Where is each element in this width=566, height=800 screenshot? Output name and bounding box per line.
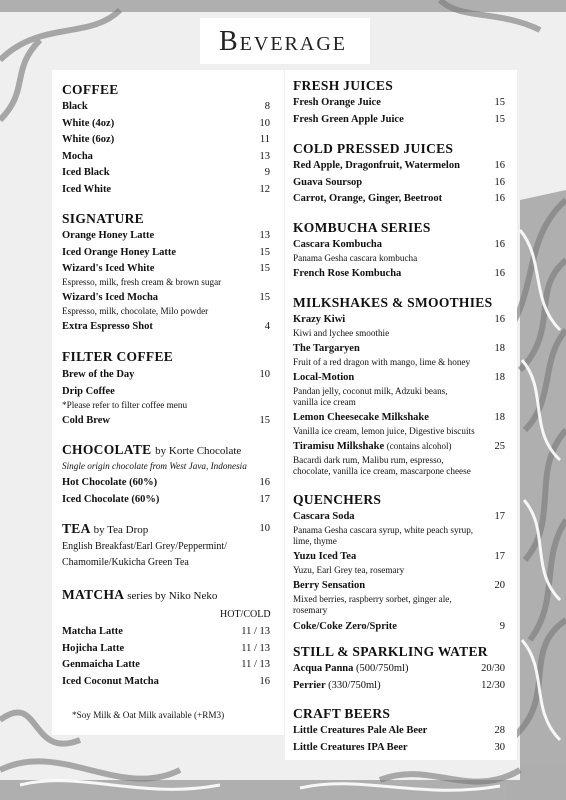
menu-item-price: 13 [259,230,270,241]
menu-item-name: Iced Orange Honey Latte [62,247,177,258]
menu-item-name [293,680,381,691]
menu-item-description: Yuzu, Earl Grey tea, rosemary [293,565,405,575]
menu-item-price: 17 [494,551,505,562]
menu-item-price: 15 [259,292,270,303]
menu-item-description: rosemary [293,605,328,615]
menu-item-price: 16 [494,177,505,188]
menu-item-name: Carrot, Orange, Ginger, Beetroot [293,193,443,204]
menu-item-name: Matcha Latte [62,626,123,637]
menu-item-name: Lemon Cheesecake Milkshake [293,412,429,423]
menu-item-name: Mocha [62,151,93,162]
menu-item-name: Iced White [62,184,112,195]
menu-item-description: Panama Gesha cascara kombucha [293,253,418,263]
menu-item-description: Kiwi and lychee smoothie [293,328,390,338]
menu-item-price: 15 [259,247,270,258]
menu-item-price: 16 [494,193,505,204]
menu-item-price: 11 / 13 [241,643,270,654]
section-heading-filter-coffee: FILTER COFFEE [62,349,174,364]
menu-item-price: 16 [259,676,270,687]
section-byline: by Korte Chocolate [155,445,242,457]
alcohol-note: (contains alcohol) [386,441,452,451]
section-heading-milkshakes: MILKSHAKES & SMOOTHIES [293,295,493,310]
menu-item-name: Genmaicha Latte [62,659,140,670]
menu-item-name: French Rose Kombucha [293,268,402,279]
menu-item-price: 12 [259,184,270,195]
menu-item-name: Fresh Orange Juice [293,97,381,108]
section-heading-signature: SIGNATURE [62,211,144,226]
section-byline: by Tea Drop [93,524,149,536]
volume-label: (500/750ml) [356,663,409,674]
menu-item-name: Wizard's Iced White [62,263,155,274]
section-heading-matcha [62,587,217,603]
section-heading-fresh-juices: FRESH JUICES [293,78,393,93]
menu-item-name: Fresh Green Apple Juice [293,114,404,125]
menu-item-description: Espresso, milk, chocolate, Milo powder [62,306,209,316]
menu-item-description: Panama Gesha cascara syrup, white peach syrup, [293,525,474,535]
menu-item-name: Hot Chocolate (60%) [62,477,158,488]
menu-item-name: Cold Brew [62,415,110,426]
section-heading-craft-beers: CRAFT BEERS [293,706,391,721]
menu-item-price: 17 [494,511,505,522]
page-title: Beverage [219,26,347,57]
menu-item-price: 25 [494,441,505,452]
menu-item-price: 16 [494,160,505,171]
menu-item-description: Vanilla ice cream, lemon juice, Digestive biscuits [293,426,475,436]
menu-item-price: 30 [494,742,505,753]
menu-item-price: 17 [259,494,270,505]
menu-item-price: 12/30 [481,680,505,691]
menu-item-name: Red Apple, Dragonfruit, Watermelon [293,160,460,171]
menu-item-name: Wizard's Iced Mocha [62,292,159,303]
menu-item-title: Tiramisu Milkshake [293,441,385,452]
menu-item-price: 4 [264,321,270,332]
menu-item-name: Cascara Kombucha [293,239,382,250]
menu-item-price: 16 [494,239,505,250]
menu-item-price: 15 [494,97,505,108]
menu-item-description: Espresso, milk, fresh cream & brown sugar [62,277,222,287]
menu-item-name: Black [62,101,88,112]
menu-item-name: Iced Black [62,167,110,178]
menu-item-name: The Targaryen [293,343,360,354]
menu-item-name: Guava Soursop [293,177,363,188]
menu-item-name: Cascara Soda [293,511,355,522]
menu-item-price: 15 [259,263,270,274]
section-title: TEA [62,521,90,536]
menu-item-name: Local-Motion [293,372,355,383]
menu-item-name: Krazy Kiwi [293,314,346,325]
section-heading-chocolate [62,442,241,458]
menu-item-price: 9 [499,621,505,632]
menu-item-name: Drip Coffee [62,386,115,397]
menu-item-description: *Please refer to filter coffee menu [62,400,188,410]
hot-cold-label: HOT/COLD [220,609,271,620]
section-heading-tea [62,521,148,537]
menu-item-name: Iced Coconut Matcha [62,676,159,687]
menu-item-description: Bacardi dark rum, Malibu rum, espresso, [293,455,444,465]
section-byline: series by Niko Neko [127,590,218,602]
menu-item-name: Hojicha Latte [62,643,125,654]
menu-item-price: 15 [259,415,270,426]
section-heading-quenchers: QUENCHERS [293,492,382,507]
menu-item-title: Perrier [293,680,326,691]
menu-item-price: 28 [494,725,505,736]
menu-item-description: Fruit of a red dragon with mango, lime & honey [293,357,471,367]
menu-item-description: Mixed berries, raspberry sorbet, ginger ale, [293,594,452,604]
section-title: CHOCOLATE [62,442,152,457]
section-heading-water: STILL & SPARKLING WATER [293,644,488,659]
menu-item-description: Pandan jelly, coconut milk, Adzuki beans, [293,386,448,396]
menu-item-name: Extra Espresso Shot [62,321,153,332]
menu-item-name: Brew of the Day [62,369,135,380]
section-heading-kombucha: KOMBUCHA SERIES [293,220,431,235]
section-heading-cold-pressed-juices: COLD PRESSED JUICES [293,141,454,156]
menu-item-price: 9 [264,167,270,178]
menu-item-name: White (4oz) [62,118,115,129]
menu-item-price: 11 / 13 [241,659,270,670]
menu-item-price: 18 [494,343,505,354]
menu-item-price: 10 [259,118,270,129]
menu-item-name: Yuzu Iced Tea [293,551,357,562]
menu-item-price: 18 [494,412,505,423]
menu-item-price: 11 [259,134,270,145]
menu-item-name [293,663,409,674]
menu-item-name: Berry Sensation [293,580,366,591]
menu-item-price: 18 [494,372,505,383]
footnote: *Soy Milk & Oat Milk available (+RM3) [72,710,225,720]
menu-item-price: 15 [494,114,505,125]
menu-item-name: Little Creatures Pale Ale Beer [293,725,428,736]
menu-item-price: 11 / 13 [241,626,270,637]
menu-item-name [293,441,451,452]
menu-item-name: Orange Honey Latte [62,230,155,241]
menu-item-description: English Breakfast/Earl Grey/Peppermint/ [62,541,227,552]
menu-item-name: White (6oz) [62,134,115,145]
menu-item-description: chocolate, vanilla ice cream, mascarpone cheese [293,466,471,476]
menu-item-price: 20/30 [481,663,505,674]
menu-item-name: Coke/Coke Zero/Sprite [293,621,397,632]
menu-item-title: Acqua Panna [293,663,354,674]
menu-item-description: lime, thyme [293,536,337,546]
menu-item-price: 16 [259,477,270,488]
menu-item-price: 13 [259,151,270,162]
menu-item-price: 10 [259,523,270,534]
section-subtitle: Single origin chocolate from West Java, Indonesia [62,461,247,471]
section-title: MATCHA [62,587,124,602]
section-heading-coffee: COFFEE [62,82,119,97]
menu-item-description: vanilla ice cream [293,397,356,407]
menu-item-name: Little Creatures IPA Beer [293,742,408,753]
menu-item-name: Iced Chocolate (60%) [62,494,160,505]
menu-item-price: 10 [259,369,270,380]
menu-item-description: Chamomile/Kukicha Green Tea [62,557,189,568]
volume-label: (330/750ml) [328,680,381,691]
menu-item-price: 16 [494,314,505,325]
menu-item-price: 16 [494,268,505,279]
menu-item-price: 20 [494,580,505,591]
menu-item-price: 8 [264,101,270,112]
